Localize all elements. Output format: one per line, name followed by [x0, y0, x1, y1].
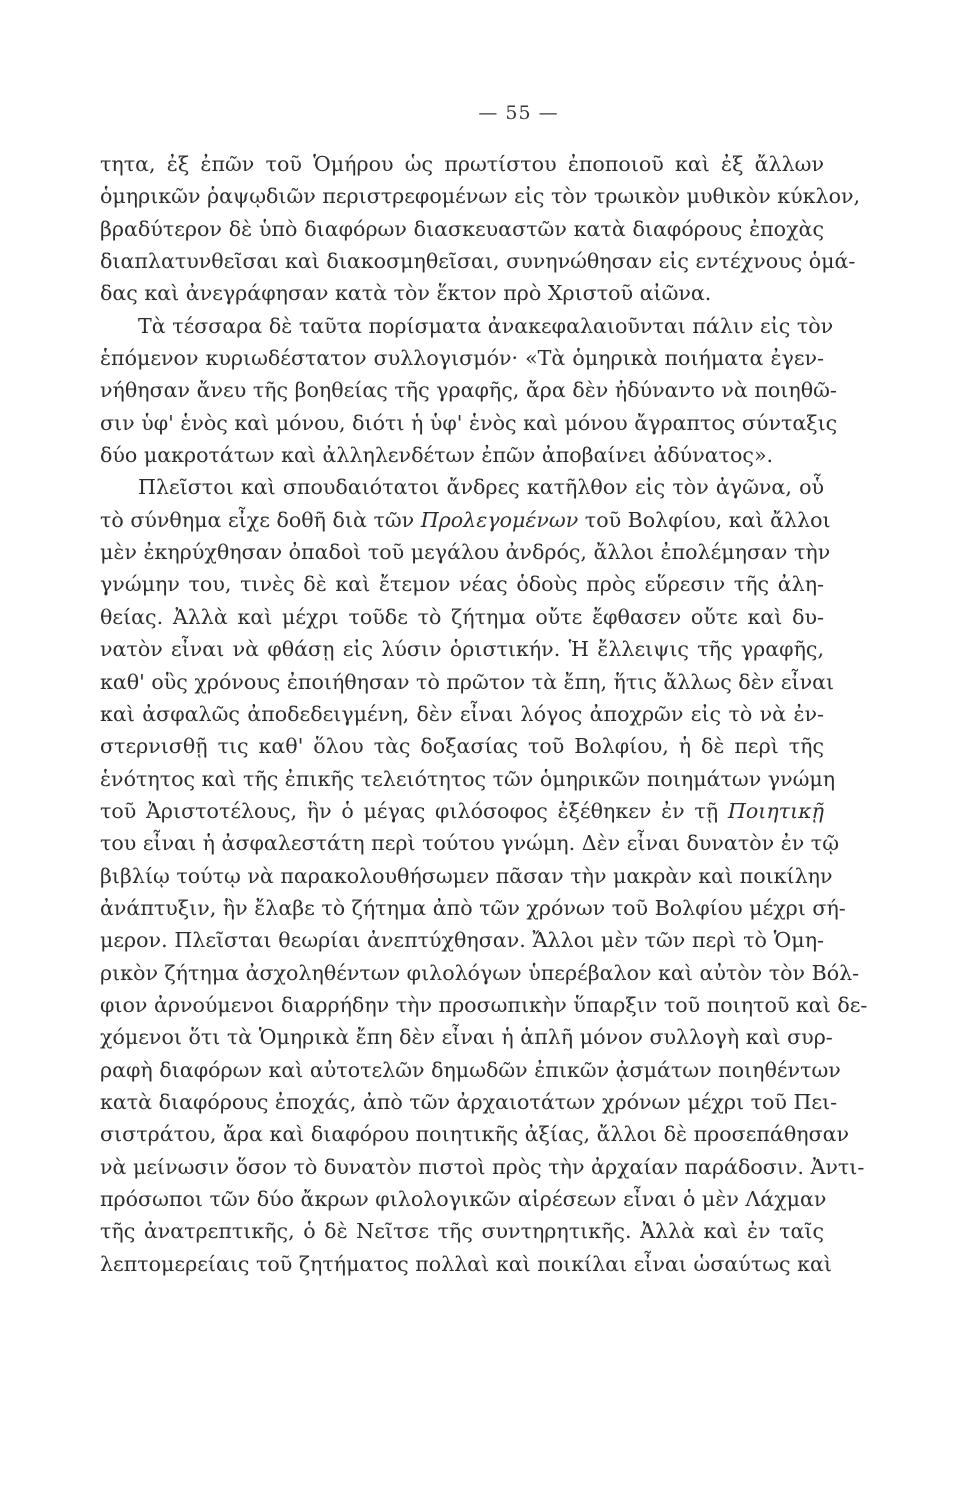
text-line: πρόσωποι τῶν δύο ἄκρων φιλολογικῶν αἱρέσεων εἶναι ὁ μὲν Λάχμαν: [100, 1187, 827, 1211]
text-line: ὁμηρικῶν ῥαψῳδιῶν περιστρεφομένων εἰς τὸν τρωικὸν μυθικὸν κύκλον,: [100, 184, 861, 209]
paragraph-3: [100, 471, 868, 1280]
text-line: στερνισθῇ τις καθ' ὅλου τὰς δοξασίας τοῦ Βολφίου, ἡ δὲ περὶ τῆς: [100, 734, 824, 759]
text-line: μερον. Πλεῖσται θεωρίαι ἀνεπτύχθησαν. Ἄλλοι μὲν τῶν περὶ τὸ Ὁμη-: [100, 928, 824, 953]
text-line: καὶ ἀσφαλῶς ἀποδεδειγμένη, δὲν εἶναι λόγος ἀποχρῶν εἰς τὸ νὰ ἐν-: [100, 701, 824, 726]
text-line: λεπτομερείαις τοῦ ζητήματος πολλαὶ καὶ ποικίλαι εἶναι ὡσαύτως καὶ: [100, 1251, 832, 1276]
text-line: Τὰ τέσσαρα δὲ ταῦτα πορίσματα ἀνακεφαλαιοῦνται πάλιν εἰς τὸν: [138, 313, 834, 338]
text-line: δας καὶ ἀνεγράφησαν κατὰ τὸν ἕκτον πρὸ Χριστοῦ αἰῶνα.: [100, 281, 712, 306]
text-line: ἑπόμενον κυριωδέστατον συλλογισμόν· «Τὰ ὁμηρικὰ ποιήματα ἐγεν-: [100, 346, 824, 371]
text-line: φιον ἀρνούμενοι διαρρήδην τὴν προσωπικὴν ὕπαρξιν τοῦ ποιητοῦ καὶ δε-: [100, 992, 868, 1017]
text-line: Πλεῖστοι καὶ σπουδαιότατοι ἄνδρες κατῆλθον εἰς τὸν ἀγῶνα, οὗ: [138, 475, 824, 500]
text-line: νατὸν εἶναι νὰ φθάσῃ εἰς λύσιν ὁριστικήν. Ἡ ἔλλειψις τῆς γραφῆς,: [100, 637, 824, 662]
body-text: [100, 148, 868, 1280]
text-line: διαπλατυνθεῖσαι καὶ διακοσμηθεῖσαι, συνηνώθησαν εἰς εντέχνους ὁμά-: [100, 249, 856, 274]
text-line: δύο μακροτάτων καὶ ἀλληλενδέτων ἐπῶν ἀποβαίνει ἀδύνατος».: [100, 443, 774, 468]
text-line: θείας. Ἀλλὰ καὶ μέχρι τοῦδε τὸ ζήτημα οὔτε ἔφθασεν οὔτε καὶ δυ-: [100, 604, 824, 629]
text-line: σιν ὑφ' ἑνὸς καὶ μόνου, διότι ἡ ὑφ' ἑνὸς καὶ μόνου ἄγραπτος σύνταξις: [100, 410, 838, 435]
text-line: χόμενοι ὅτι τὰ Ὁμηρικὰ ἔπη δὲν εἶναι ἡ ἁπλῆ μόνον συλλογὴ καὶ συρ-: [100, 1025, 833, 1050]
text-line: νὰ μείνωσιν ὅσον τὸ δυνατὸν πιστοὶ πρὸς τὴν ἀρχαίαν παράδοσιν. Ἀντι-: [100, 1154, 865, 1179]
text-line: του εἶναι ἡ ἀσφαλεστάτη περὶ τούτου γνώμη. Δὲν εἶναι δυνατὸν ἐν τῷ: [100, 831, 839, 856]
text-line: τὸ σύνθημα εἶχε δοθῆ διὰ τῶν Προλεγομένων τοῦ Βολφίου, καὶ ἄλλοι: [100, 507, 831, 532]
paragraph-1: [100, 148, 861, 310]
text-line: ἑνότητος καὶ τῆς ἐπικῆς τελειότητος τῶν ὁμηρικῶν ποιημάτων γνώμη: [100, 766, 836, 791]
text-line: μὲν ἐκηρύχθησαν ὀπαδοὶ τοῦ μεγάλου ἀνδρός, ἄλλοι ἐπολέμησαν τὴν: [100, 540, 831, 565]
text-line: ἀνάπτυξιν, ἣν ἔλαβε τὸ ζήτημα ἀπὸ τῶν χρόνων τοῦ Βολφίου μέχρι σή-: [100, 895, 846, 920]
text-line: κατὰ διαφόρους ἐποχάς, ἀπὸ τῶν ἀρχαιοτάτων χρόνων μέχρι τοῦ Πει-: [100, 1089, 838, 1114]
text-line: τοῦ Ἀριστοτέλους, ἣν ὁ μέγας φιλόσοφος ἐξέθηκεν ἐν τῇ Ποιητικῇ: [100, 798, 824, 823]
text-line: βραδύτερον δὲ ὑπὸ διαφόρων διασκευαστῶν κατὰ διαφόρους ἐποχὰς: [100, 216, 824, 241]
text-line: τητα, ἐξ ἐπῶν τοῦ Ὁμήρου ὡς πρωτίστου ἐποποιοῦ καὶ ἐξ ἄλλων: [100, 152, 824, 176]
text-line: γνώμην του, τινὲς δὲ καὶ ἔτεμον νέας ὁδοὺς πρὸς εὕρεσιν τῆς ἀλη-: [100, 572, 824, 597]
text-line: νήθησαν ἄνευ τῆς βοηθείας τῆς γραφῆς, ἄρα δὲν ἠδύναντο νὰ ποιηθῶ-: [100, 378, 837, 403]
text-line: ρικὸν ζήτημα ἀσχοληθέντων φιλολόγων ὑπερέβαλον καὶ αὐτὸν τὸν Βόλ-: [100, 960, 860, 985]
text-line: καθ' οὓς χρόνους ἐποιήθησαν τὸ πρῶτον τὰ ἔπη, ἥτις ἄλλως δὲν εἶναι: [100, 669, 835, 694]
page-number: — 55 —: [478, 102, 559, 124]
text-line: τῆς ἀνατρεπτικῆς, ὁ δὲ Νεῖτσε τῆς συντηρητικῆς. Ἀλλὰ καὶ ἐν ταῖς: [100, 1219, 824, 1244]
text-line: ραφὴ διαφόρων καὶ αὐτοτελῶν δημωδῶν ἐπικῶν ᾀσμάτων ποιηθέντων: [100, 1057, 841, 1082]
text-line: βιβλίῳ τούτῳ νὰ παρακολουθήσωμεν πᾶσαν τὴν μακρὰν καὶ ποικίλην: [100, 863, 833, 888]
paragraph-2: [100, 310, 838, 472]
text-line: σιστράτου, ἄρα καὶ διαφόρου ποιητικῆς ἀξίας, ἄλλοι δὲ προσεπάθησαν: [100, 1122, 850, 1147]
